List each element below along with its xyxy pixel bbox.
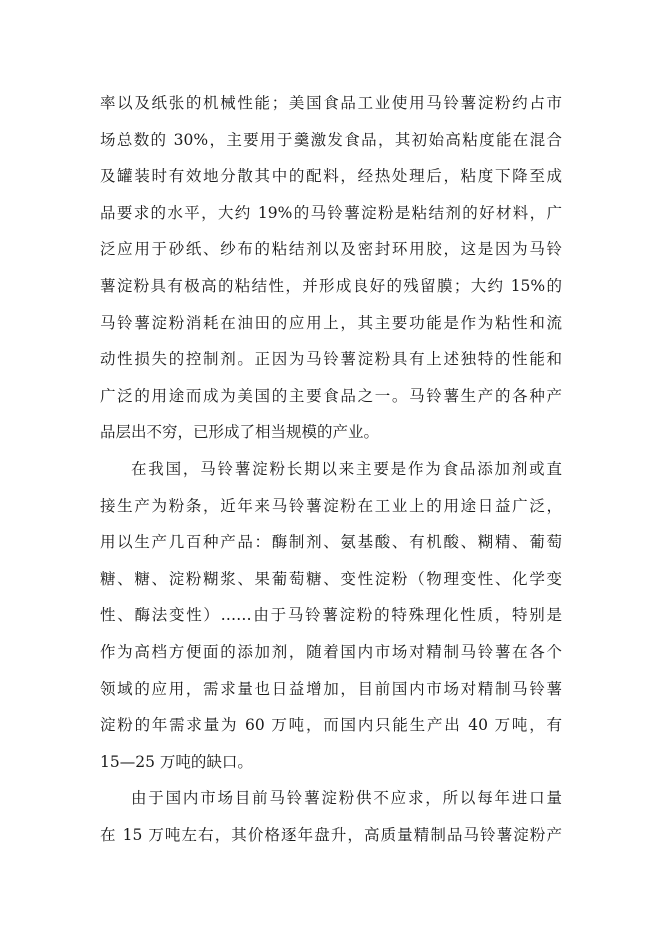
text-line: 动性损失的控制剂。正因为马铃薯淀粉具有上述独特的性能和 <box>100 350 562 369</box>
text-line: 薯淀粉具有极高的粘结性，并形成良好的残留膜；大约 15%的 <box>100 276 562 295</box>
text-line: 领域的应用，需求量也日益增加，目前国内市场对精制马铃薯 <box>100 679 562 698</box>
text-line: 品要求的水平，大约 19%的马铃薯淀粉是粘结剂的好材料，广 <box>100 203 562 222</box>
text-line: 糖、糖、淀粉糊浆、果葡萄糖、变性淀粉（物理变性、化学变 <box>100 569 562 588</box>
text-line: 淀粉的年需求量为 60 万吨，而国内只能生产出 40 万吨，有 <box>100 716 562 735</box>
text-line: 15—25 万吨的缺口。 <box>100 752 253 771</box>
text-line: 及罐装时有效地分散其中的配料，经热处理后，粘度下降至成 <box>100 167 562 186</box>
text-line: 在我国，马铃薯淀粉长期以来主要是作为食品添加剂或直 <box>131 459 562 478</box>
text-line: 广泛的用途而成为美国的主要食品之一。马铃薯生产的各种产 <box>100 386 562 405</box>
text-line: 由于国内市场目前马铃薯淀粉供不应求，所以每年进口量 <box>131 789 562 808</box>
text-line: 品层出不穷，已形成了相当规模的产业。 <box>100 423 380 442</box>
text-line: 性、酶法变性）……由于马铃薯淀粉的特殊理化性质，特别是 <box>100 606 562 625</box>
text-line: 泛应用于砂纸、纱布的粘结剂以及密封环用胶，这是因为马铃 <box>100 240 562 259</box>
text-line: 作为高档方便面的添加剂，随着国内市场对精制马铃薯在各个 <box>100 642 562 661</box>
text-line: 率以及纸张的机械性能；美国食品工业使用马铃薯淀粉约占市 <box>100 94 562 112</box>
body-text <box>100 85 562 853</box>
text-line: 在 15 万吨左右，其价格逐年盘升，高质量精制品马铃薯淀粉产 <box>100 825 562 844</box>
text-line: 接生产为粉条，近年来马铃薯淀粉在工业上的用途日益广泛， <box>100 496 562 515</box>
text-line: 场总数的 30%，主要用于羹激发食品，其初始高粘度能在混合 <box>100 130 562 149</box>
text-line: 用以生产几百种产品：酶制剂、氨基酸、有机酸、糊精、葡萄 <box>100 533 562 552</box>
text-line: 马铃薯淀粉消耗在油田的应用上，其主要功能是作为粘性和流 <box>100 313 562 332</box>
